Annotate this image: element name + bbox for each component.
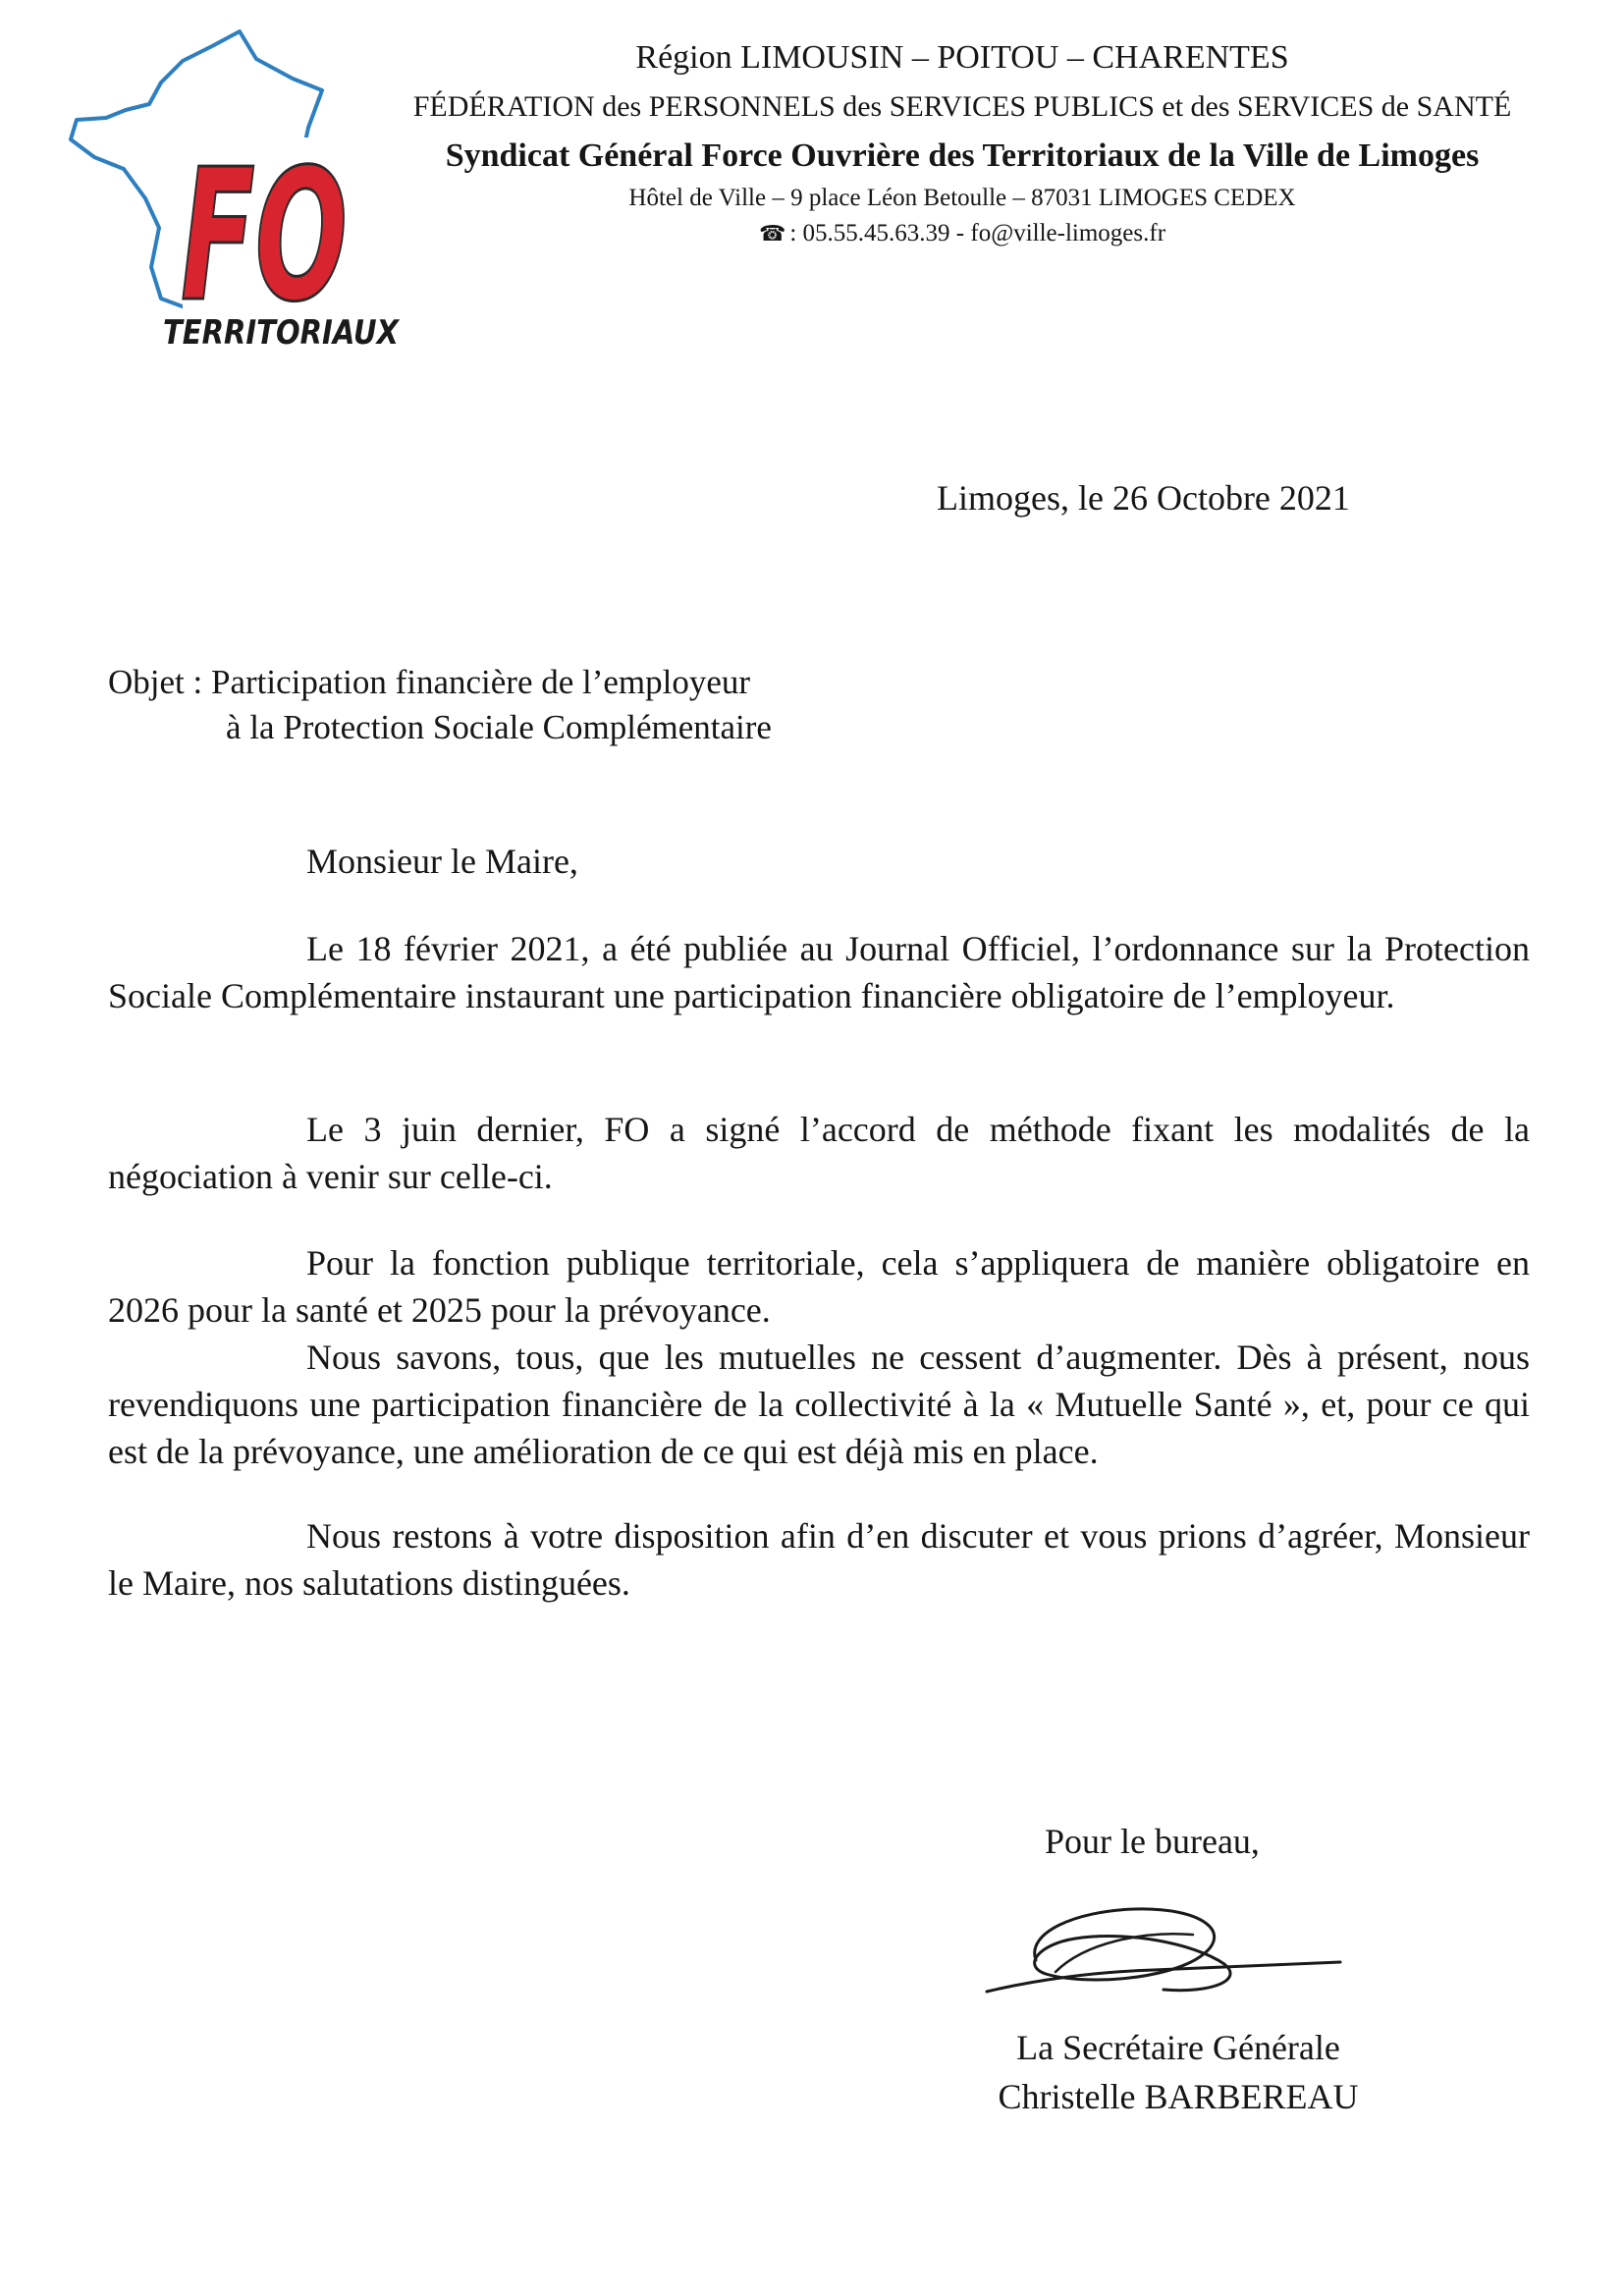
fo-territoriaux-logo [65,22,408,355]
paragraph-3: Pour la fonction publique territoriale, cela s’appliquera de manière obligatoire en 2026 pour la santé et 2025 pour la prévoyance. [108,1243,1530,1330]
paragraph-4: Nous savons, tous, que les mutuelles ne cessent d’augmenter. Dès à présent, nous revendiquons une participation financière de la collectivité à la « Mutuelle Santé », et, pour ce qui est de la prévoyance, une amélioration de ce qui est déjà mis en place. [108,1338,1530,1471]
signatory-title: La Secrétaire Générale [1016,2028,1340,2067]
contact-line [373,216,1551,251]
syndicat-line: Syndicat Général Force Ouvrière des Territoriaux de la Ville de Limoges [445,137,1480,174]
signatory-block [962,2023,1394,2121]
phone-icon: ☎ [758,221,786,246]
subject-line-2: à la Protection Sociale Complémentaire [226,708,772,746]
fo-logo-text: FO [181,130,348,342]
paragraph-5: Nous restons à votre disposition afin d’en discuter et vous prions d’agréer, Monsieur le Maire, nos salutations distinguées. [108,1516,1530,1603]
federation-line: FÉDÉRATION des PERSONNELS des SERVICES PUBLICS et des SERVICES de SANTÉ [412,90,1512,123]
letter-date: Limoges, le 26 Octobre 2021 [937,478,1350,518]
handwritten-signature [967,1874,1350,2021]
signatory-name: Christelle BARBEREAU [998,2077,1359,2116]
closing-line: Pour le bureau, [1045,1822,1260,1861]
paragraph-3-block [108,1239,1530,1475]
letterhead [373,33,1551,251]
region-line: Région LIMOUSIN – POITOU – CHARENTES [635,39,1289,76]
address-line: Hôtel de Ville – 9 place Léon Betoulle – 87031 LIMOGES CEDEX [628,185,1296,211]
salutation: Monsieur le Maire, [306,842,578,881]
paragraph-1: Le 18 février 2021, a été publiée au Journal Officiel, l’ordonnance sur la Protection Sociale Complémentaire instaurant une participation financière obligatoire de l’employeur. [108,929,1530,1015]
france-map-icon [65,22,408,355]
contact-text: : 05.55.45.63.39 - fo@ville-limoges.fr [789,220,1166,246]
subject-line-1: Participation financière de l’employeur [210,663,751,701]
paragraph-1-block [108,925,1530,1019]
paragraph-2-block [108,1106,1530,1200]
logo-subtitle: TERRITORIAUX [163,313,401,353]
paragraph-2: Le 3 juin dernier, FO a signé l’accord de méthode fixant les modalités de la négociation à venir sur celle-ci. [108,1110,1530,1196]
letter-subject [108,660,772,750]
paragraph-5-block [108,1512,1530,1607]
subject-label: Objet : [108,663,203,701]
